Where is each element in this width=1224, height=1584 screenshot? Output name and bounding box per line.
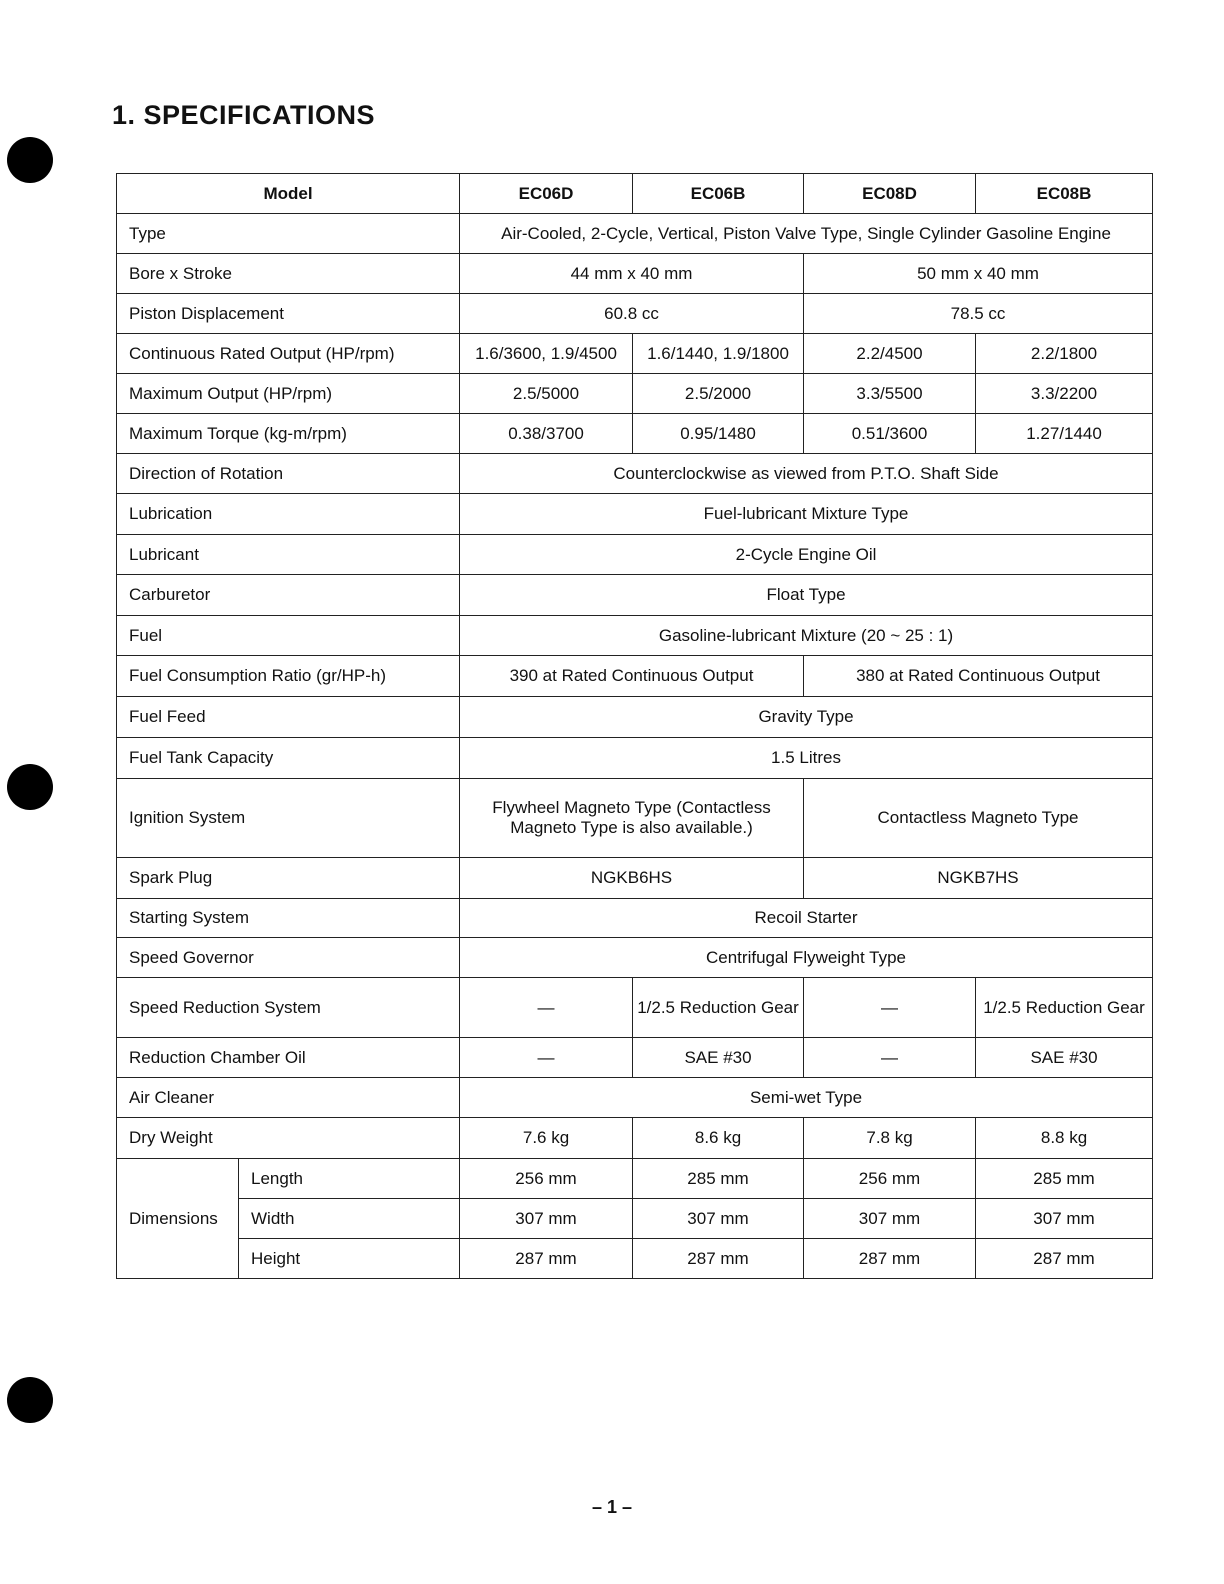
table-row xyxy=(117,1118,1153,1159)
spec-value: 78.5 cc xyxy=(804,294,1153,334)
spec-value: NGKB6HS xyxy=(460,858,804,899)
spec-value: — xyxy=(460,1038,633,1078)
spec-value: 3.3/5500 xyxy=(804,374,976,414)
spec-value: 256 mm xyxy=(804,1159,976,1199)
table-row xyxy=(117,697,1153,738)
row-label: Speed Governor xyxy=(117,938,460,978)
table-row xyxy=(117,938,1153,978)
table-row xyxy=(117,779,1153,858)
page-number: – 1 – xyxy=(591,1497,633,1517)
row-label: Fuel Consumption Ratio (gr/HP-h) xyxy=(117,656,460,697)
row-label: Dry Weight xyxy=(117,1118,460,1159)
spec-value: 2.2/1800 xyxy=(976,334,1153,374)
table-row xyxy=(117,454,1153,494)
spec-value: 60.8 cc xyxy=(460,294,804,334)
spec-value: 8.8 kg xyxy=(976,1118,1153,1159)
binder-hole xyxy=(7,764,53,810)
header-row xyxy=(117,174,1153,214)
spec-value: 1.27/1440 xyxy=(976,414,1153,454)
spec-value: Recoil Starter xyxy=(460,899,1153,938)
table-row xyxy=(117,1038,1153,1078)
spec-value: — xyxy=(804,978,976,1038)
table-row xyxy=(117,899,1153,938)
spec-value: Centrifugal Flyweight Type xyxy=(460,938,1153,978)
row-label: Carburetor xyxy=(117,575,460,616)
spec-value: 307 mm xyxy=(460,1199,633,1239)
spec-value: 3.3/2200 xyxy=(976,374,1153,414)
spec-value: 7.6 kg xyxy=(460,1118,633,1159)
spec-value: 287 mm xyxy=(460,1239,633,1279)
table-row xyxy=(117,1159,1153,1199)
spec-value: — xyxy=(804,1038,976,1078)
header-model: Model xyxy=(117,174,460,214)
table-row xyxy=(117,334,1153,374)
table-row xyxy=(117,978,1153,1038)
spec-value: 287 mm xyxy=(633,1239,804,1279)
table-row xyxy=(117,1239,1153,1279)
spec-value: Gravity Type xyxy=(460,697,1153,738)
spec-value: 50 mm x 40 mm xyxy=(804,254,1153,294)
spec-value: 287 mm xyxy=(976,1239,1153,1279)
header-model-ec08d: EC08D xyxy=(804,174,976,214)
row-label: Fuel xyxy=(117,616,460,656)
spec-value: NGKB7HS xyxy=(804,858,1153,899)
spec-value: 7.8 kg xyxy=(804,1118,976,1159)
spec-value: 0.95/1480 xyxy=(633,414,804,454)
row-label: Fuel Feed xyxy=(117,697,460,738)
spec-value: 307 mm xyxy=(804,1199,976,1239)
table-row xyxy=(117,494,1153,535)
spec-value: 2.5/2000 xyxy=(633,374,804,414)
row-label: Ignition System xyxy=(117,779,460,858)
spec-value: 1.6/1440, 1.9/1800 xyxy=(633,334,804,374)
spec-value: 2.5/5000 xyxy=(460,374,633,414)
binder-hole xyxy=(7,137,53,183)
header-model-ec06b: EC06B xyxy=(633,174,804,214)
spec-value: Air-Cooled, 2-Cycle, Vertical, Piston Valve Type, Single Cylinder Gasoline Engine xyxy=(460,214,1153,254)
spec-value: 44 mm x 40 mm xyxy=(460,254,804,294)
dimensions-label: Dimensions xyxy=(117,1159,239,1279)
spec-value: SAE #30 xyxy=(976,1038,1153,1078)
spec-value: 8.6 kg xyxy=(633,1118,804,1159)
table-row xyxy=(117,656,1153,697)
spec-value: SAE #30 xyxy=(633,1038,804,1078)
spec-value: 287 mm xyxy=(804,1239,976,1279)
dimension-sublabel: Width xyxy=(239,1199,460,1239)
spec-value: 1/2.5 Reduction Gear xyxy=(633,978,804,1038)
table-row xyxy=(117,858,1153,899)
spec-value: 1.5 Litres xyxy=(460,738,1153,779)
spec-value: Fuel-lubricant Mixture Type xyxy=(460,494,1153,535)
dimension-sublabel: Height xyxy=(239,1239,460,1279)
table-row xyxy=(117,1199,1153,1239)
spec-value: 1/2.5 Reduction Gear xyxy=(976,978,1153,1038)
specifications-table xyxy=(116,173,1153,1279)
spec-value: 390 at Rated Continuous Output xyxy=(460,656,804,697)
row-label: Starting System xyxy=(117,899,460,938)
spec-value: 2-Cycle Engine Oil xyxy=(460,535,1153,575)
row-label: Piston Displacement xyxy=(117,294,460,334)
spec-value: Gasoline-lubricant Mixture (20 ~ 25 : 1) xyxy=(460,616,1153,656)
row-label: Spark Plug xyxy=(117,858,460,899)
page-title: 1. SPECIFICATIONS xyxy=(112,100,376,130)
spec-value: 0.38/3700 xyxy=(460,414,633,454)
spec-value: Flywheel Magneto Type (Contactless Magneto Type is also available.) xyxy=(460,779,804,858)
table-row xyxy=(117,294,1153,334)
spec-value: 0.51/3600 xyxy=(804,414,976,454)
spec-value: 256 mm xyxy=(460,1159,633,1199)
row-label: Reduction Chamber Oil xyxy=(117,1038,460,1078)
table-row xyxy=(117,254,1153,294)
table-row xyxy=(117,535,1153,575)
spec-value: Contactless Magneto Type xyxy=(804,779,1153,858)
spec-value: 285 mm xyxy=(633,1159,804,1199)
spec-value: Float Type xyxy=(460,575,1153,616)
spec-value: Semi-wet Type xyxy=(460,1078,1153,1118)
table-row xyxy=(117,414,1153,454)
spec-value: Counterclockwise as viewed from P.T.O. Shaft Side xyxy=(460,454,1153,494)
spec-value: 307 mm xyxy=(976,1199,1153,1239)
row-label: Air Cleaner xyxy=(117,1078,460,1118)
table-row xyxy=(117,616,1153,656)
spec-value: 1.6/3600, 1.9/4500 xyxy=(460,334,633,374)
spec-value: 380 at Rated Continuous Output xyxy=(804,656,1153,697)
header-model-ec06d: EC06D xyxy=(460,174,633,214)
row-label: Lubrication xyxy=(117,494,460,535)
row-label: Maximum Output (HP/rpm) xyxy=(117,374,460,414)
row-label: Type xyxy=(117,214,460,254)
binder-hole xyxy=(7,1377,53,1423)
table-row xyxy=(117,1078,1153,1118)
dimension-sublabel: Length xyxy=(239,1159,460,1199)
table-row xyxy=(117,738,1153,779)
spec-value: — xyxy=(460,978,633,1038)
row-label: Direction of Rotation xyxy=(117,454,460,494)
table-row xyxy=(117,374,1153,414)
spec-value: 307 mm xyxy=(633,1199,804,1239)
row-label: Continuous Rated Output (HP/rpm) xyxy=(117,334,460,374)
table-row xyxy=(117,575,1153,616)
row-label: Fuel Tank Capacity xyxy=(117,738,460,779)
header-model-ec08b: EC08B xyxy=(976,174,1153,214)
row-label: Maximum Torque (kg-m/rpm) xyxy=(117,414,460,454)
table-row xyxy=(117,214,1153,254)
row-label: Bore x Stroke xyxy=(117,254,460,294)
row-label: Lubricant xyxy=(117,535,460,575)
spec-value: 285 mm xyxy=(976,1159,1153,1199)
spec-value: 2.2/4500 xyxy=(804,334,976,374)
row-label: Speed Reduction System xyxy=(117,978,460,1038)
